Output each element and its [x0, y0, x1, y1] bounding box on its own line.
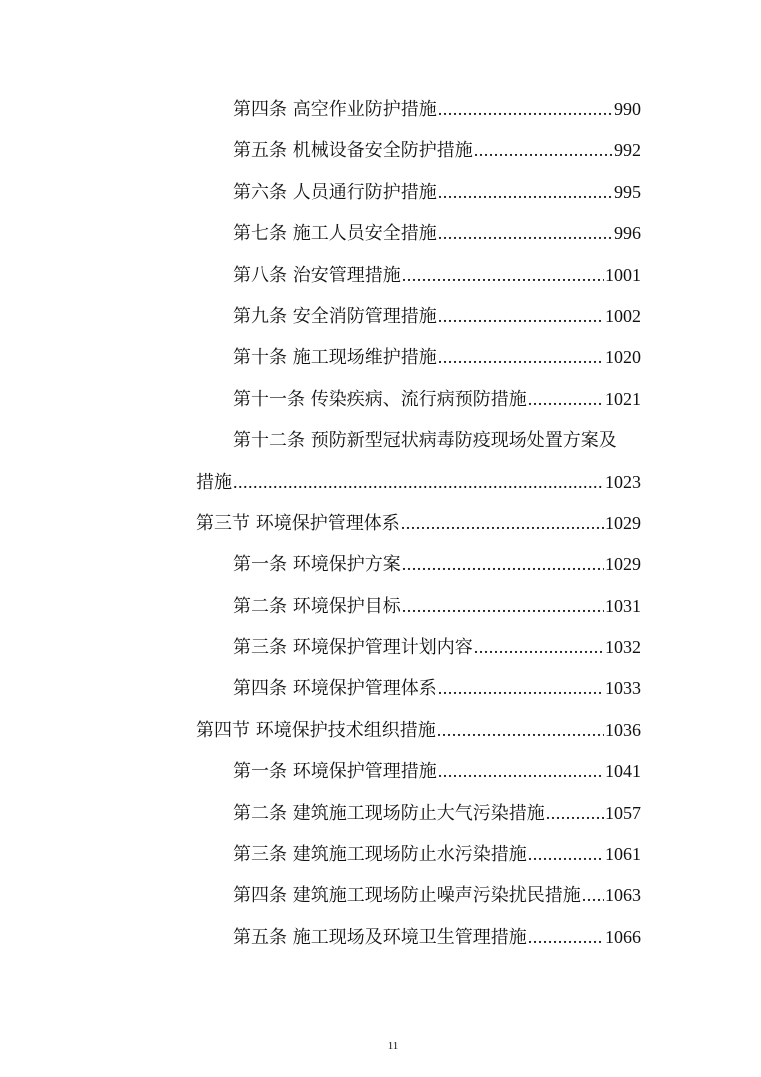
toc-entry-title: 第七条 施工人员安全措施	[233, 223, 437, 245]
toc-entry-title: 第三条 环境保护管理计划内容	[233, 637, 473, 659]
toc-entry-page: 1002	[605, 305, 641, 326]
table-of-contents	[196, 89, 641, 958]
toc-entry-page: 1029	[605, 554, 641, 575]
toc-entry-title: 第二条 环境保护目标	[233, 595, 401, 617]
toc-entry-title: 第十一条 传染疾病、流行病预防措施	[233, 388, 527, 410]
toc-entry-page: 1001	[605, 264, 641, 285]
dot-leader	[402, 586, 604, 627]
toc-entry[interactable]	[196, 172, 641, 213]
toc-section[interactable]	[196, 710, 641, 751]
toc-entry-title: 第四条 高空作业防护措施	[233, 99, 437, 120]
toc-entry[interactable]	[196, 627, 641, 668]
toc-entry[interactable]	[196, 130, 641, 171]
toc-entry-page: 996	[614, 223, 641, 244]
toc-entry-page: 1063	[605, 885, 641, 906]
dot-leader	[474, 627, 604, 668]
toc-entry[interactable]	[196, 337, 641, 378]
dot-leader	[546, 793, 604, 834]
page-number: 11	[387, 1040, 399, 1052]
toc-entry[interactable]	[196, 793, 641, 834]
toc-entry-page: 1021	[605, 388, 641, 409]
toc-entry-page: 1031	[605, 595, 641, 616]
toc-entry-title: 第一条 环境保护管理措施	[233, 761, 437, 783]
toc-entry-title: 第四条 建筑施工现场防止噪声污染扰民措施	[233, 885, 581, 907]
toc-entry-title: 第十条 施工现场维护措施	[233, 347, 437, 369]
toc-entry-page: 995	[614, 181, 641, 202]
toc-entry-page: 1066	[605, 926, 641, 947]
toc-entry-title: 第三条 建筑施工现场防止水污染措施	[233, 844, 527, 866]
toc-entry[interactable]	[196, 89, 641, 130]
toc-entry-continuation[interactable]	[196, 462, 641, 503]
toc-entry-title: 第四条 环境保护管理体系	[233, 678, 437, 700]
toc-entry-title: 第十二条 预防新型冠状病毒防疫现场处置方案及	[233, 430, 617, 452]
toc-entry[interactable]	[196, 296, 641, 337]
toc-entry-page: 1057	[605, 802, 641, 823]
toc-entry-page: 990	[614, 99, 641, 119]
toc-entry-title: 第五条 机械设备安全防护措施	[233, 140, 473, 162]
dot-leader	[402, 255, 604, 296]
toc-entry-page: 1023	[605, 471, 641, 492]
dot-leader	[528, 834, 604, 875]
dot-leader	[438, 213, 613, 254]
toc-entry[interactable]	[196, 544, 641, 585]
toc-entry-title: 第一条 环境保护方案	[233, 554, 401, 576]
dot-leader	[437, 710, 604, 751]
toc-entry-page: 992	[614, 140, 641, 161]
dot-leader	[438, 337, 604, 378]
toc-entry[interactable]	[196, 379, 641, 420]
dot-leader	[528, 379, 604, 420]
dot-leader	[528, 917, 604, 958]
dot-leader	[438, 668, 604, 709]
toc-entry[interactable]	[196, 751, 641, 792]
dot-leader	[438, 172, 613, 213]
toc-entry-page: 1032	[605, 637, 641, 658]
toc-entry-title: 第三节 环境保护管理体系	[196, 512, 400, 534]
dot-leader	[402, 544, 604, 585]
toc-entry[interactable]	[196, 213, 641, 254]
toc-entry-title: 第二条 建筑施工现场防止大气污染措施	[233, 802, 545, 824]
toc-entry-title: 第五条 施工现场及环境卫生管理措施	[233, 926, 527, 948]
toc-entry-title: 措施	[196, 471, 232, 493]
dot-leader	[233, 462, 604, 503]
toc-entry[interactable]	[196, 917, 641, 958]
toc-entry-title: 第四节 环境保护技术组织措施	[196, 719, 436, 741]
toc-entry-page: 1036	[605, 719, 641, 740]
toc-entry-page: 1029	[605, 512, 641, 533]
toc-entry[interactable]	[196, 420, 641, 461]
toc-entry-title: 第八条 治安管理措施	[233, 264, 401, 286]
dot-leader	[438, 89, 613, 130]
toc-entry[interactable]	[196, 586, 641, 627]
dot-leader	[438, 296, 604, 337]
toc-entry[interactable]	[196, 668, 641, 709]
toc-entry-page: 1041	[605, 761, 641, 782]
toc-entry[interactable]	[196, 875, 641, 916]
dot-leader	[401, 503, 604, 544]
toc-entry-page: 1020	[605, 347, 641, 368]
toc-entry[interactable]	[196, 834, 641, 875]
toc-section[interactable]	[196, 503, 641, 544]
toc-entry-title: 第九条 安全消防管理措施	[233, 305, 437, 327]
toc-entry-page: 1061	[605, 844, 641, 865]
dot-leader	[582, 875, 604, 916]
dot-leader	[474, 130, 613, 171]
dot-leader	[438, 751, 604, 792]
toc-entry[interactable]	[196, 255, 641, 296]
toc-entry-page: 1033	[605, 678, 641, 699]
toc-entry-title: 第六条 人员通行防护措施	[233, 181, 437, 203]
